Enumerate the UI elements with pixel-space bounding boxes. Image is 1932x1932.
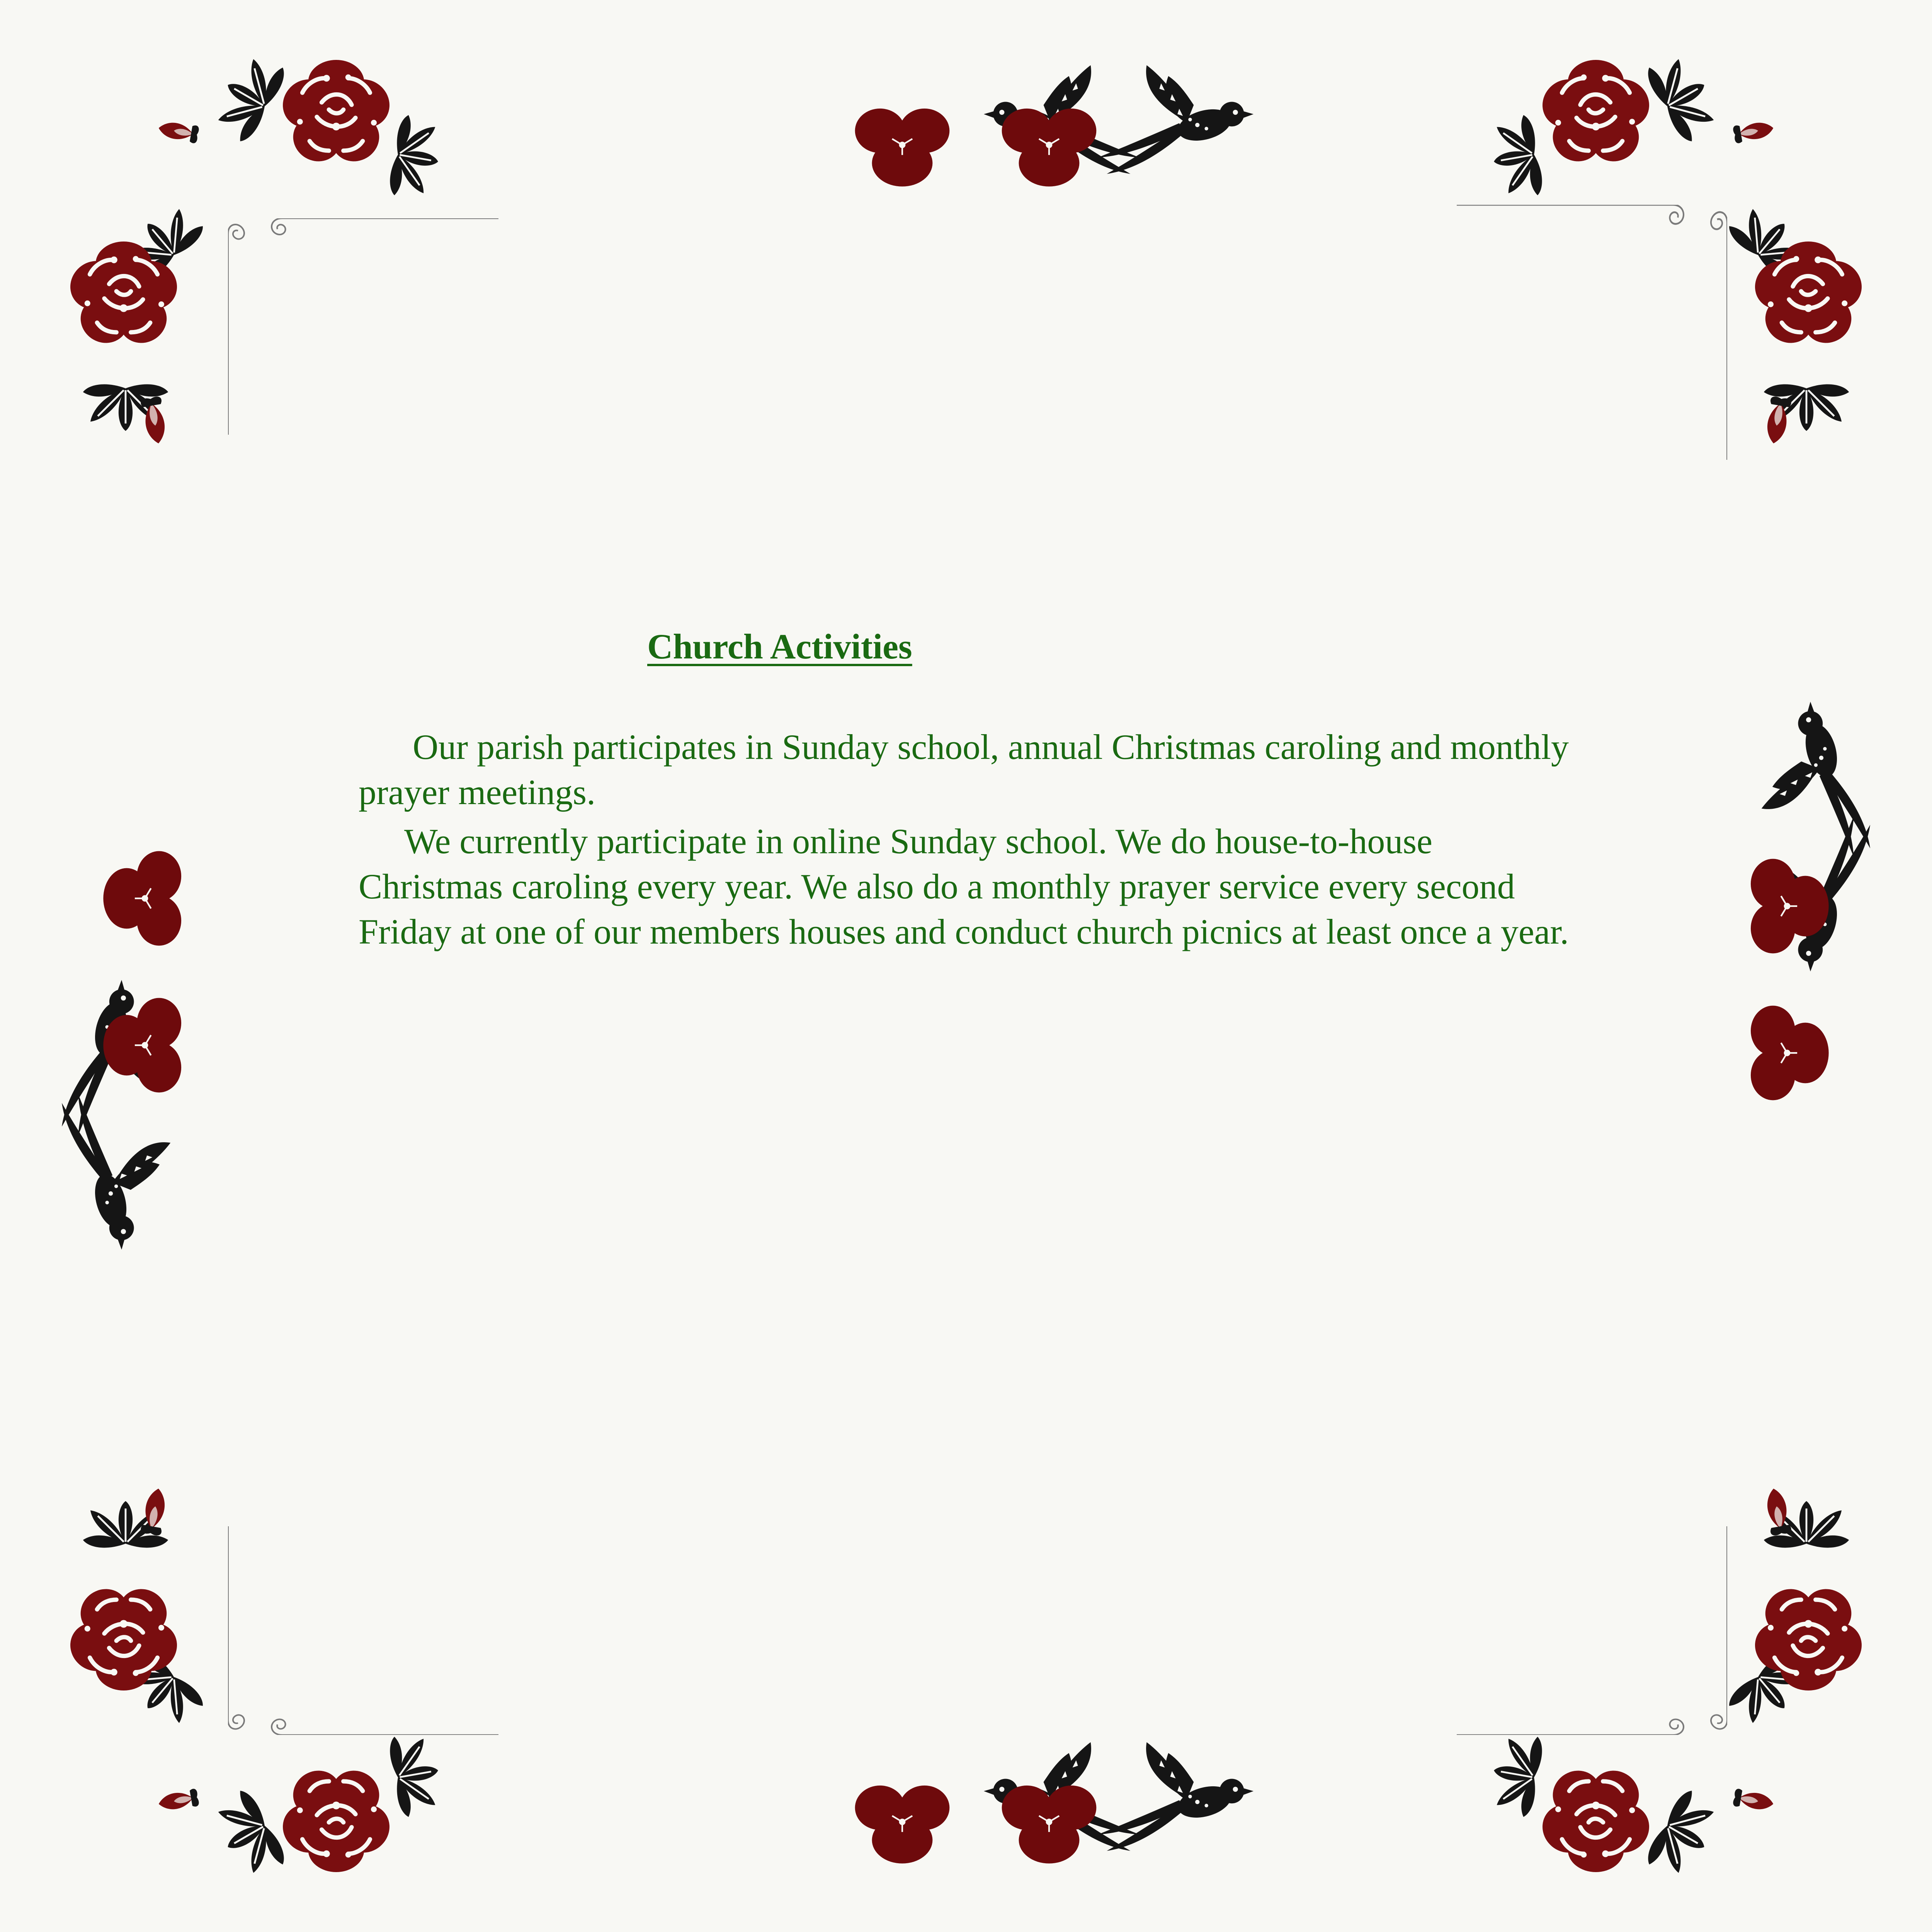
paragraph: Our parish participates in Sunday school, annual Christmas caroling and monthly prayer meetings. (359, 727, 1569, 812)
pansy-flower-icon (1739, 626, 1889, 1325)
scroll-bracket-icon (228, 1526, 498, 1735)
paragraph: We currently participate in online Sunday school. We do house-to-house Christmas caroling every year. We also do a monthly prayer service every second Friday at one of our members houses and conduct church picnics at least once a year. (359, 821, 1569, 951)
pansy-flower-icon (43, 626, 193, 1325)
body-text (359, 724, 1572, 954)
scroll-bracket-icon (1457, 205, 1727, 460)
scroll-bracket-icon (228, 218, 498, 435)
page-title: Church Activities (647, 627, 912, 666)
swallow-bird-icon (630, 43, 1329, 193)
scroll-bracket-icon (1457, 1526, 1727, 1735)
swallow-bird-icon (630, 1719, 1329, 1870)
